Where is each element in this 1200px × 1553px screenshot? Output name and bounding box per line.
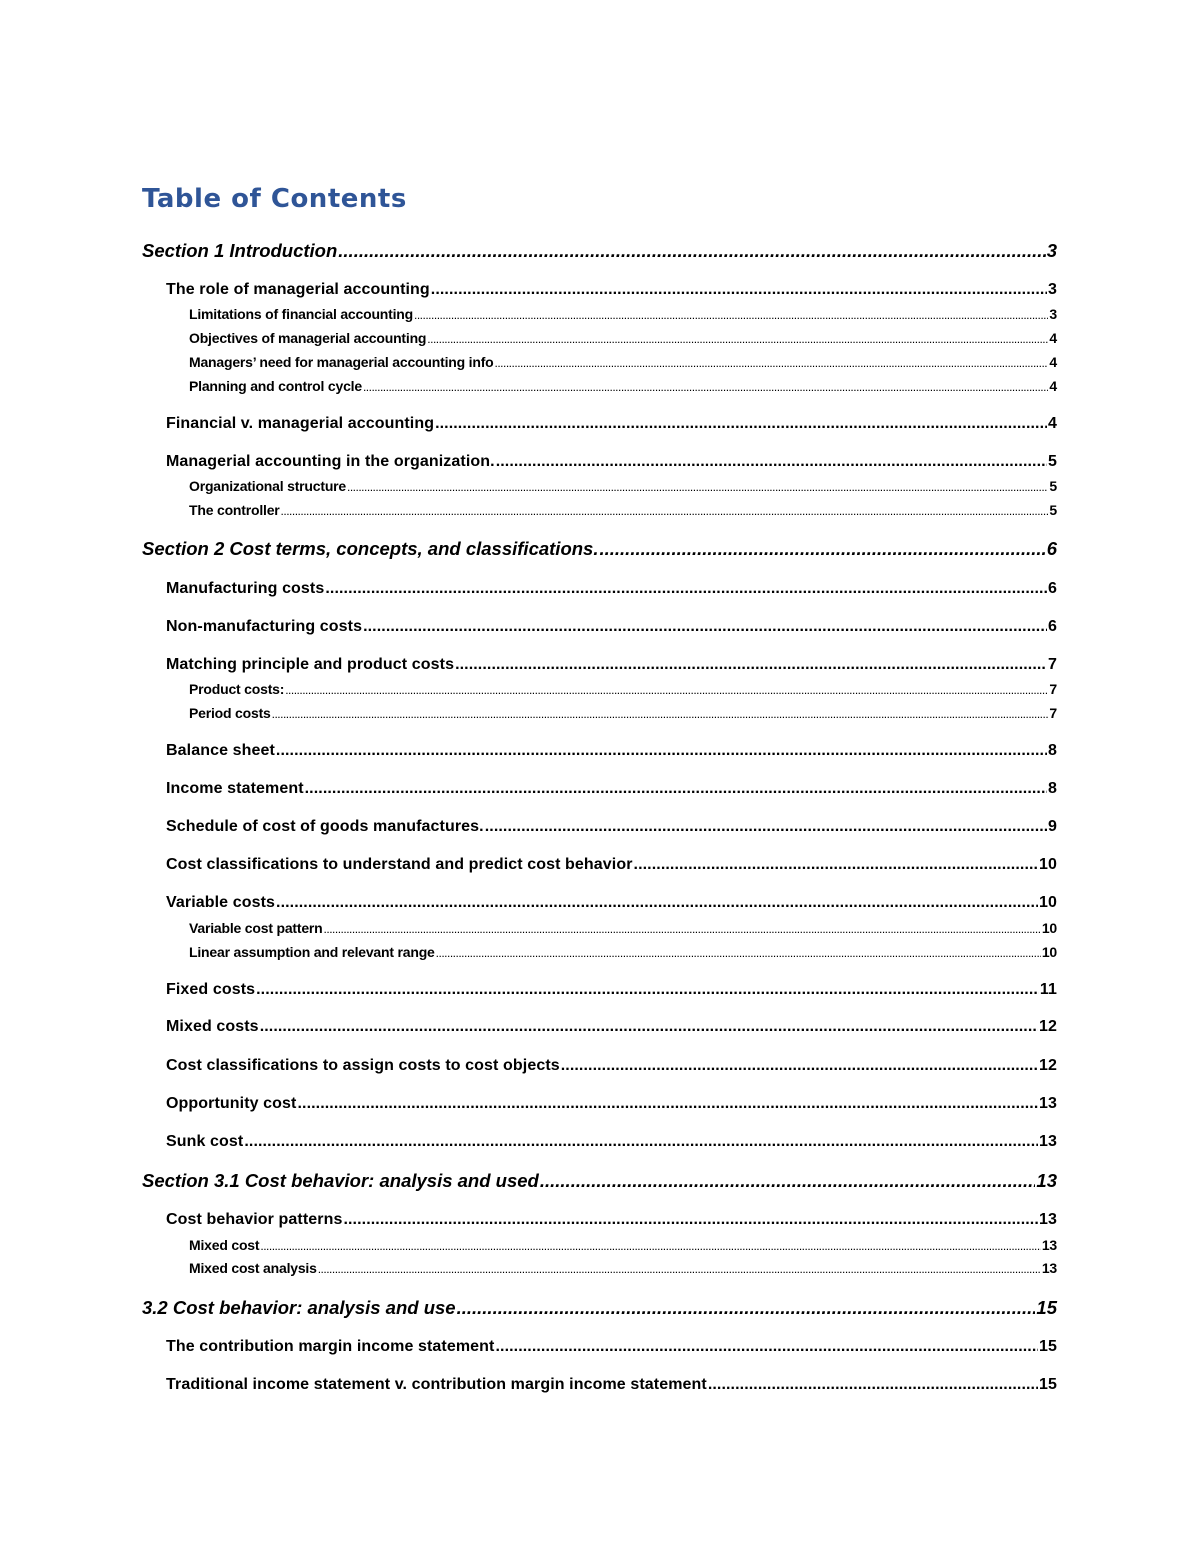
toc-page-number: 5	[1048, 453, 1057, 470]
toc-entry-text: Fixed costs	[166, 981, 256, 998]
toc-entry-text: Limitations of financial accounting	[189, 306, 414, 322]
toc-entry-text: Section 3.1 Cost behavior: analysis and used	[142, 1170, 539, 1191]
toc-page-number: 12	[1039, 1018, 1057, 1035]
toc-subheading[interactable]	[189, 681, 1057, 697]
toc-entry-text: Mixed cost analysis	[189, 1260, 317, 1276]
dot-leader	[285, 683, 1048, 697]
toc-subheading[interactable]	[189, 1237, 1057, 1253]
toc-heading[interactable]	[166, 818, 1057, 836]
toc-heading[interactable]	[166, 742, 1057, 760]
toc-section-1[interactable]	[142, 240, 1057, 262]
toc-entry-text: Non-manufacturing costs	[166, 618, 363, 635]
toc-entry-text: Linear assumption and relevant range	[189, 944, 435, 960]
toc-heading[interactable]	[166, 981, 1057, 999]
toc-subheading[interactable]	[189, 944, 1057, 960]
toc-page-number: 13	[1039, 1095, 1057, 1112]
toc-page-number: 13	[1039, 1133, 1057, 1150]
toc-page-number: 4	[1049, 354, 1057, 370]
dot-leader	[276, 742, 1047, 760]
dot-leader	[431, 281, 1047, 299]
toc-page-number: 3	[1046, 240, 1057, 261]
toc-page-number: 13	[1036, 1170, 1057, 1191]
toc-page-number: 8	[1048, 780, 1057, 797]
toc-heading[interactable]	[166, 1133, 1057, 1151]
dot-leader	[427, 332, 1048, 346]
toc-page-number: 10	[1041, 944, 1057, 960]
dot-leader	[414, 308, 1048, 322]
toc-page-number: 7	[1049, 705, 1057, 721]
toc-heading[interactable]	[166, 780, 1057, 798]
toc-entry-text: Section 1 Introduction	[142, 240, 338, 261]
toc-entry-text: Opportunity cost	[166, 1095, 297, 1112]
toc-page-number: 4	[1049, 378, 1057, 394]
toc-entry-text: Manufacturing costs	[166, 580, 325, 597]
toc-subheading[interactable]	[189, 705, 1057, 721]
toc-page-number: 10	[1039, 894, 1057, 911]
dot-leader	[363, 380, 1048, 394]
dot-leader	[599, 538, 1045, 560]
toc-entry-text: Managerial accounting in the organization.	[166, 453, 495, 470]
toc-page-number: 6	[1046, 538, 1057, 559]
toc-page-number: 7	[1049, 681, 1057, 697]
dot-leader	[272, 707, 1049, 721]
dot-leader	[281, 504, 1049, 518]
toc-heading[interactable]	[166, 1018, 1057, 1036]
toc-entry-text: Matching principle and product costs	[166, 656, 455, 673]
toc-entry-text: Variable costs	[166, 894, 276, 911]
toc-entry-text: Cost classifications to understand and predict cost behavior	[166, 856, 633, 873]
toc-heading[interactable]	[166, 580, 1057, 598]
dot-leader	[495, 356, 1049, 370]
toc-page-number: 15	[1039, 1338, 1057, 1355]
dot-leader	[485, 818, 1047, 836]
dot-leader	[435, 415, 1047, 433]
toc-heading[interactable]	[166, 1211, 1057, 1229]
toc-entry-text: Mixed cost	[189, 1237, 260, 1253]
dot-leader	[457, 1297, 1036, 1319]
toc-entry-text: Income statement	[166, 780, 304, 797]
dot-leader	[305, 780, 1047, 798]
toc-page-number: 13	[1041, 1260, 1057, 1276]
toc-entry-text: Planning and control cycle	[189, 378, 362, 394]
toc-entry-text: Objectives of managerial accounting	[189, 330, 427, 346]
toc-entry-text: Cost classifications to assign costs to cost objects	[166, 1057, 560, 1074]
toc-heading[interactable]	[166, 656, 1057, 674]
toc-entry-text: Variable cost pattern	[189, 920, 323, 936]
toc-subheading[interactable]	[189, 354, 1057, 370]
toc-entry-text: The role of managerial accounting	[166, 281, 430, 298]
dot-leader	[325, 580, 1047, 598]
dot-leader	[347, 480, 1048, 494]
page-title: Table of Contents	[142, 184, 407, 214]
dot-leader	[540, 1170, 1036, 1192]
dot-leader	[436, 946, 1041, 960]
toc-subheading[interactable]	[189, 306, 1057, 322]
dot-leader	[495, 1338, 1038, 1356]
toc-entry-text: The contribution margin income statement	[166, 1338, 495, 1355]
toc-entry-text: Section 2 Cost terms, concepts, and classifications.	[142, 538, 599, 559]
toc-page-number: 5	[1049, 478, 1057, 494]
dot-leader	[496, 453, 1047, 471]
dot-leader	[561, 1057, 1038, 1075]
toc-page-number: 4	[1049, 330, 1057, 346]
dot-leader	[363, 618, 1047, 636]
toc-entry-text: Mixed costs	[166, 1018, 259, 1035]
toc-page-number: 7	[1048, 656, 1057, 673]
toc-entry-text: Traditional income statement v. contribution margin income statement	[166, 1376, 707, 1393]
toc-page-number: 10	[1039, 856, 1057, 873]
toc-entry-text: Period costs	[189, 705, 271, 721]
toc-section-3-1[interactable]	[142, 1170, 1057, 1192]
toc-page-number: 6	[1048, 580, 1057, 597]
toc-entry-text: Product costs:	[189, 681, 285, 697]
toc-page-number: 8	[1048, 742, 1057, 759]
dot-leader	[260, 1018, 1038, 1036]
toc-heading[interactable]	[166, 281, 1057, 299]
toc-page-number: 3	[1048, 281, 1057, 298]
toc-page-number: 5	[1049, 502, 1057, 518]
toc-entry-text: Financial v. managerial accounting	[166, 415, 435, 432]
toc-heading[interactable]	[166, 415, 1057, 433]
toc-page-number: 13	[1039, 1211, 1057, 1228]
dot-leader	[634, 856, 1038, 874]
toc-page-number: 6	[1048, 618, 1057, 635]
dot-leader	[343, 1211, 1038, 1229]
dot-leader	[244, 1133, 1038, 1151]
toc-subheading[interactable]	[189, 502, 1057, 518]
toc-entry-text: The controller	[189, 502, 280, 518]
toc-page-number: 13	[1041, 1237, 1057, 1253]
toc-entry-text: Balance sheet	[166, 742, 275, 759]
toc-heading[interactable]	[166, 618, 1057, 636]
toc-heading[interactable]	[166, 1057, 1057, 1075]
toc-heading[interactable]	[166, 894, 1057, 912]
dot-leader	[708, 1376, 1038, 1394]
toc-subheading[interactable]	[189, 378, 1057, 394]
toc-subheading[interactable]	[189, 478, 1057, 494]
toc-entry-text: Sunk cost	[166, 1133, 244, 1150]
toc-entry-text: Managers’ need for managerial accounting info	[189, 354, 494, 370]
toc-entry-text: 3.2 Cost behavior: analysis and use	[142, 1297, 456, 1318]
dot-leader	[260, 1239, 1040, 1253]
toc-subheading[interactable]	[189, 330, 1057, 346]
toc-entry-text: Cost behavior patterns	[166, 1211, 343, 1228]
toc-section-2[interactable]	[142, 538, 1057, 560]
dot-leader	[318, 1262, 1041, 1276]
toc-entry-text: Schedule of cost of goods manufactures.	[166, 818, 484, 835]
toc-entry-text: Organizational structure	[189, 478, 347, 494]
dot-leader	[297, 1095, 1038, 1113]
toc-section-3-2[interactable]	[142, 1297, 1057, 1319]
toc-page-number: 3	[1049, 306, 1057, 322]
toc-page-number: 15	[1039, 1376, 1057, 1393]
toc-page-number: 15	[1036, 1297, 1057, 1318]
toc-page-number: 12	[1039, 1057, 1057, 1074]
toc-subheading[interactable]	[189, 1260, 1057, 1276]
dot-leader	[276, 894, 1038, 912]
toc-page-number: 4	[1048, 415, 1057, 432]
dot-leader	[338, 240, 1045, 262]
toc-heading[interactable]	[166, 1095, 1057, 1113]
toc-heading[interactable]	[166, 856, 1057, 874]
toc-heading[interactable]	[166, 1338, 1057, 1356]
dot-leader	[256, 981, 1039, 999]
toc-heading[interactable]	[166, 453, 1057, 471]
toc-page-number: 10	[1041, 920, 1057, 936]
toc-page-number: 9	[1048, 818, 1057, 835]
toc-subheading[interactable]	[189, 920, 1057, 936]
toc-page-number: 11	[1039, 981, 1057, 998]
dot-leader	[455, 656, 1047, 674]
toc-heading[interactable]	[166, 1376, 1057, 1394]
dot-leader	[324, 922, 1041, 936]
